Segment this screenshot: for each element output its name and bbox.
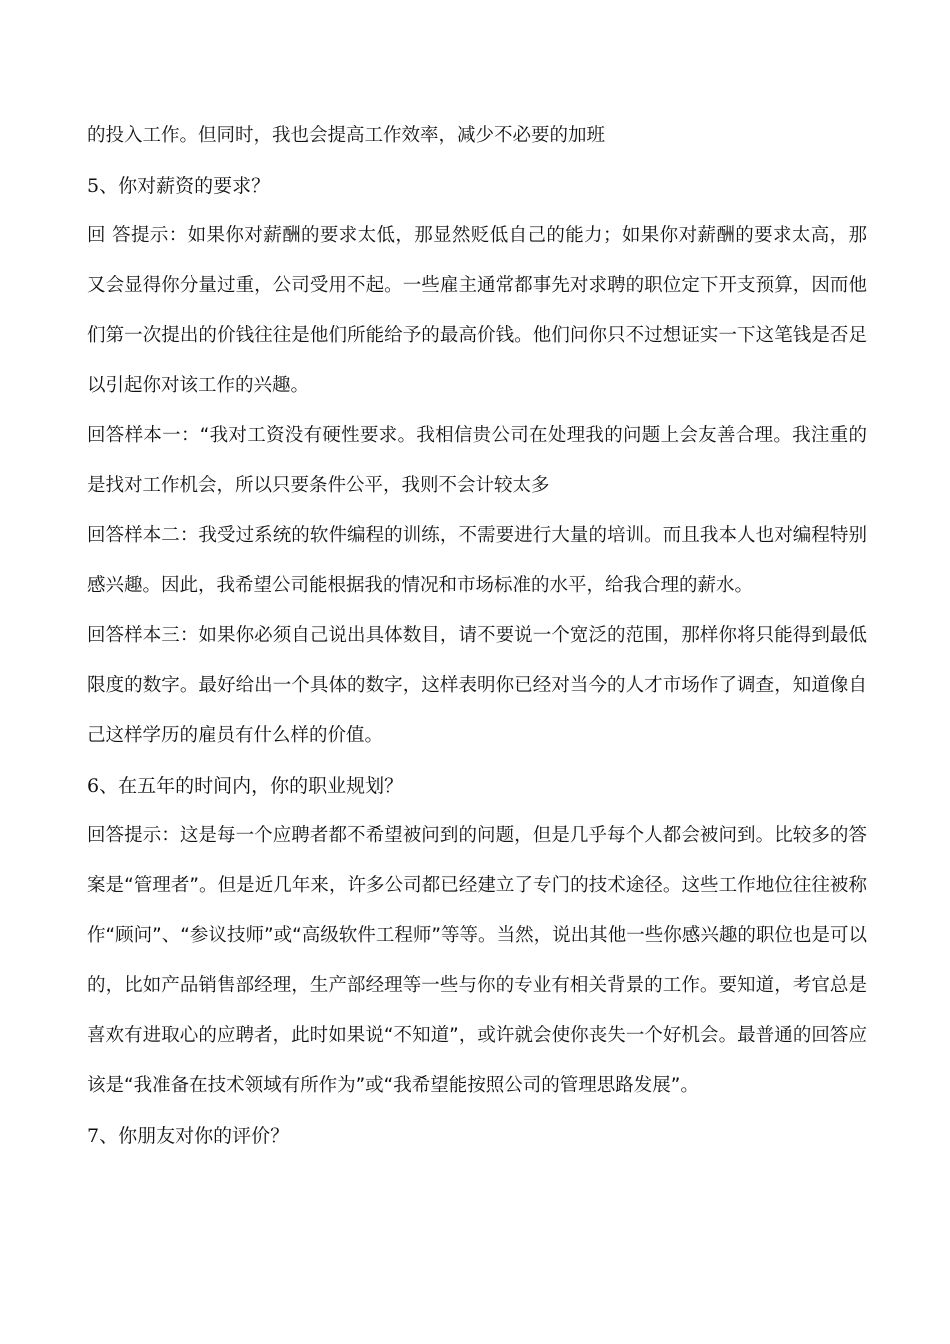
answer-sample-3: 回答样本三：如果你必须自己说出具体数目，请不要说一个宽泛的范围，那样你将只能得到最低限度的数字。最好给出一个具体的数字，这样表明你已经对当今的人才市场作了调查，知道像自己这样学历的雇员有什么样的价值。 [87,625,867,746]
answer-sample-2: 回答样本二：我受过系统的软件编程的训练，不需要进行大量的培训。而且我本人也对编程特别感兴趣。因此，我希望公司能根据我的情况和市场标准的水平，给我合理的薪水。 [87,525,867,596]
document-body [87,111,867,1161]
question-heading-7: 7、你朋友对你的评价？ [87,1125,290,1147]
answer-sample-1: 回答样本一：“我对工资没有硬性要求。我相信贵公司在处理我的问题上会友善合理。我注重的是找对工作机会，所以只要条件公平，我则不会计较太多 [87,425,867,496]
question-heading-6: 6、在五年的时间内，你的职业规划？ [87,775,404,797]
paragraph-continuation: 的投入工作。但同时，我也会提高工作效率，减少不必要的加班 [87,125,606,146]
answer-tip-5: 回 答提示：如果你对薪酬的要求太低，那显然贬低自己的能力；如果你对薪酬的要求太高，那又会显得你分量过重，公司受用不起。一些雇主通常都事先对求聘的职位定下开支预算，因而他们第一次提出的价钱往往是他们所能给予的最高价钱。他们问你只不过想证实一下这笔钱是否足以引起你对该工作的兴趣。 [87,225,867,396]
question-heading-5: 5、你对薪资的要求？ [87,175,271,197]
answer-tip-6: 回答提示：这是每一个应聘者都不希望被问到的问题，但是几乎每个人都会被问到。比较多的答案是“管理者”。但是近几年来，许多公司都已经建立了专门的技术途径。这些工作地位往往被称作“顾问”、“参议技师”或“高级软件工程师”等等。当然，说出其他一些你感兴趣的职位也是可以的，比如产品销售部经理，生产部经理等一些与你的专业有相关背景的工作。要知道，考官总是喜欢有进取心的应聘者，此时如果说“不知道”，或许就会使你丧失一个好机会。最普通的回答应该是“我准备在技术领域有所作为”或“我希望能按照公司的管理思路发展”。 [87,825,867,1096]
